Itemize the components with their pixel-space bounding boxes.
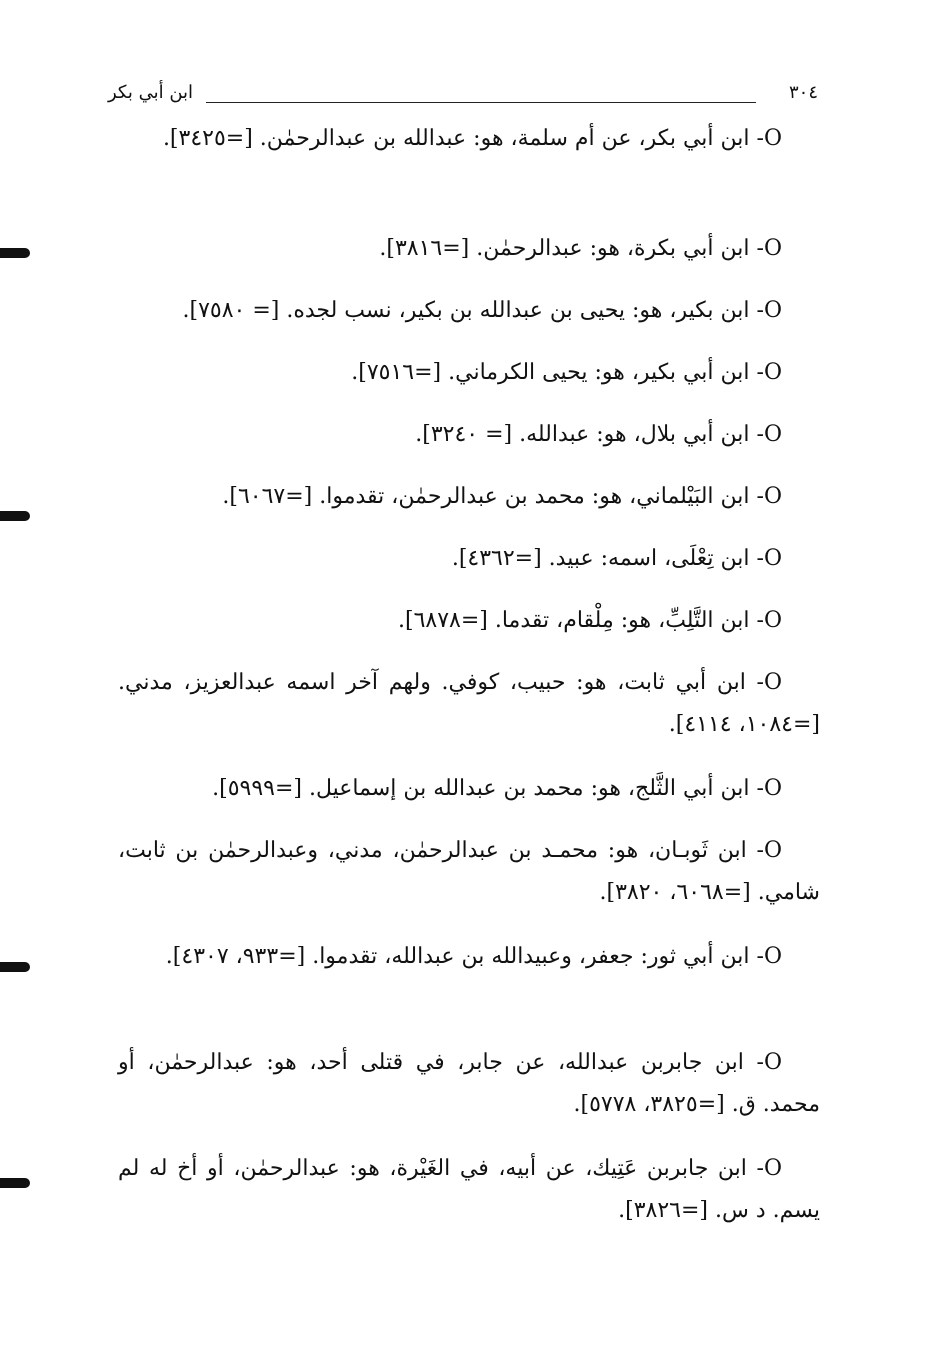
entry: O- ابن التَّلِبِّ، هو: مِلْقام، تقدما. [=٦٨٧٨]. [397, 608, 782, 633]
page-header [108, 82, 818, 112]
running-head: ابن أبي بكر [108, 82, 194, 103]
header-rule [206, 102, 756, 103]
entry: O- ابن البَيْلماني، هو: محمد بن عبدالرحمٰن، تقدموا. [=٦٠٦٧]. [222, 484, 782, 509]
entry: O- ابن جابربن عَتِيك، عن أبيه، في الغَيْرة، هو: عبدالرحمٰن، أو أخ له لم يسم. د س. [=٣٨٢٦]. [118, 1156, 820, 1223]
entry: O- ابن أبي بكر، عن أم سلمة، هو: عبدالله بن عبدالرحمٰن. [=٣٤٢٥]. [162, 126, 782, 151]
binding-mark [0, 1178, 30, 1188]
binding-mark [0, 962, 30, 972]
entry: O- ابن أبي بكرة، هو: عبدالرحمٰن. [=٣٨١٦]. [379, 236, 782, 261]
entry: O- ابن أبي ثور: جعفر، وعبيدالله بن عبدالله، تقدموا. [=٩٣٣، ٤٣٠٧]. [165, 944, 782, 969]
entry: O- ابن أبي ثابت، هو: حبيب، كوفي. ولهم آخر اسمه عبدالعزيز، مدني. [=١٠٨٤، ٤١١٤]. [118, 670, 820, 737]
entry: O- ابن بكير، هو: يحيى بن عبدالله بن بكير، نسب لجده. [= ٧٥٨٠]. [182, 298, 782, 323]
entry: O- ابن تِعْلَى، اسمه: عبيد. [=٤٣٦٢]. [451, 546, 782, 571]
page-number: ٣٠٤ [788, 82, 818, 103]
entry: O- ابن ثَوبـان، هو: محمـد بن عبدالرحمٰن، مدني، وعبدالرحمٰن بن ثابت، شامي. [=٦٠٦٨، ٣٨٢٠]. [118, 838, 820, 905]
entry: O- ابن أبي بكير، هو: يحيى الكرماني. [=٧٥١٦]. [351, 360, 782, 385]
entry: O- ابن أبي بلال، هو: عبدالله. [= ٣٢٤٠]. [415, 422, 782, 447]
binding-mark [0, 248, 30, 258]
entry: O- ابن أبي الثَّلج، هو: محمد بن عبدالله بن إسماعيل. [=٥٩٩٩]. [212, 776, 782, 801]
entry: O- ابن جابربن عبدالله، عن جابر، في قتلى أحد، هو: عبدالرحمٰن، أو محمد. ق. [=٣٨٢٥، ٥٧٧٨]. [118, 1050, 820, 1117]
binding-mark [0, 511, 30, 521]
